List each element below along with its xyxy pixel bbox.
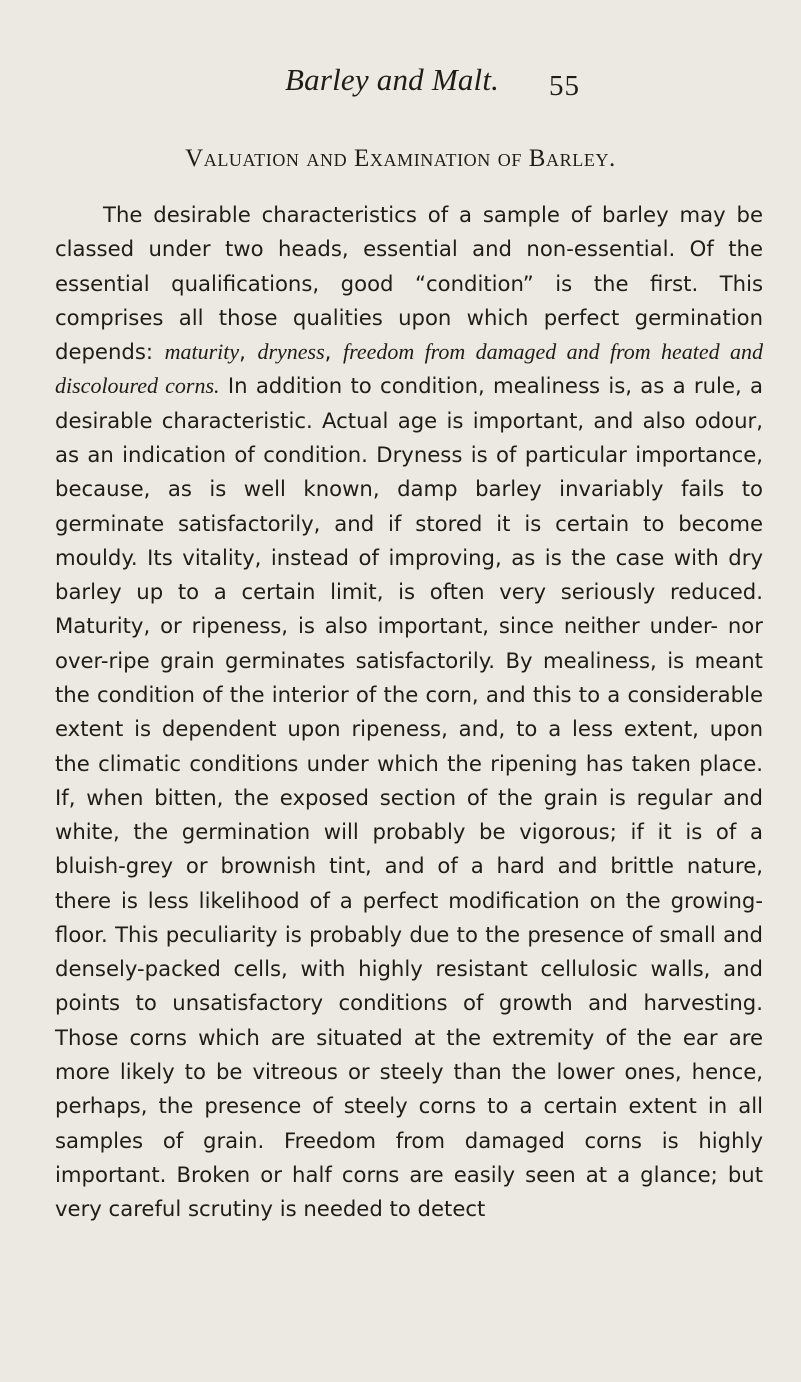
paragraph-text-part-1: The desirable characteristics of a sample of barley may be classed under two heads, essential and non-essential. Of the essential qualifications, good “condition” is the first. This comprises all those qualities upon which perfect germination depends: [55,202,763,365]
separator-1: , [239,339,258,365]
paragraph-text-part-2: In addition to condition, mealiness is, as a rule, a desirable characteristic. Actual age is important, and also odour, as an indication of condition. Dryness is of particular importance, because, as is well known, damp barley invariably fails to germinate satisfactorily, and if stored it is certain to become mouldy. Its vitality, instead of improving, as is the case with dry barley up to a certain limit, is often very seriously reduced. Maturity, or ripeness, is also important, since neither under- nor over-ripe grain germinates satisfactorily. By mealiness, is meant the condition of the interior of the corn, and this to a considerable extent is dependent upon ripeness, and, to a less extent, upon the climatic conditions under which the ripening has taken place. If, when bitten, the exposed section of the grain is regular and white, the germination will probably be vigorous; if it is of a bluish-grey or brownish tint, and of a hard and brittle nature, there is less likelihood of a perfect modification on the growing-floor. This peculiarity is probably due to the presence of small and densely-packed cells, with highly resistant cellulosic walls, and points to unsatisfactory conditions of growth and harvesting. Those corns which are situated at the extremity of the ear are more likely to be vitreous or steely than the lower ones, hence, perhaps, the presence of steely corns to a certain extent in all samples of grain. Freedom from damaged corns is highly important. Broken or half corns are easily seen at a glance; but very careful scrutiny is needed to detect [55,373,764,1222]
running-title: Barley and Malt. [285,62,500,97]
italic-maturity: maturity [164,339,240,365]
italic-dryness: dryness [257,339,325,365]
page-number: 55 [549,70,580,102]
running-head [0,62,801,112]
section-title: Valuation and Examination of Barley. [185,145,616,172]
separator-2: , [324,339,343,365]
italic-freedom-clause: freedom from damaged and from heated and discoloured corns. [55,339,763,399]
body-paragraph [55,198,763,1226]
